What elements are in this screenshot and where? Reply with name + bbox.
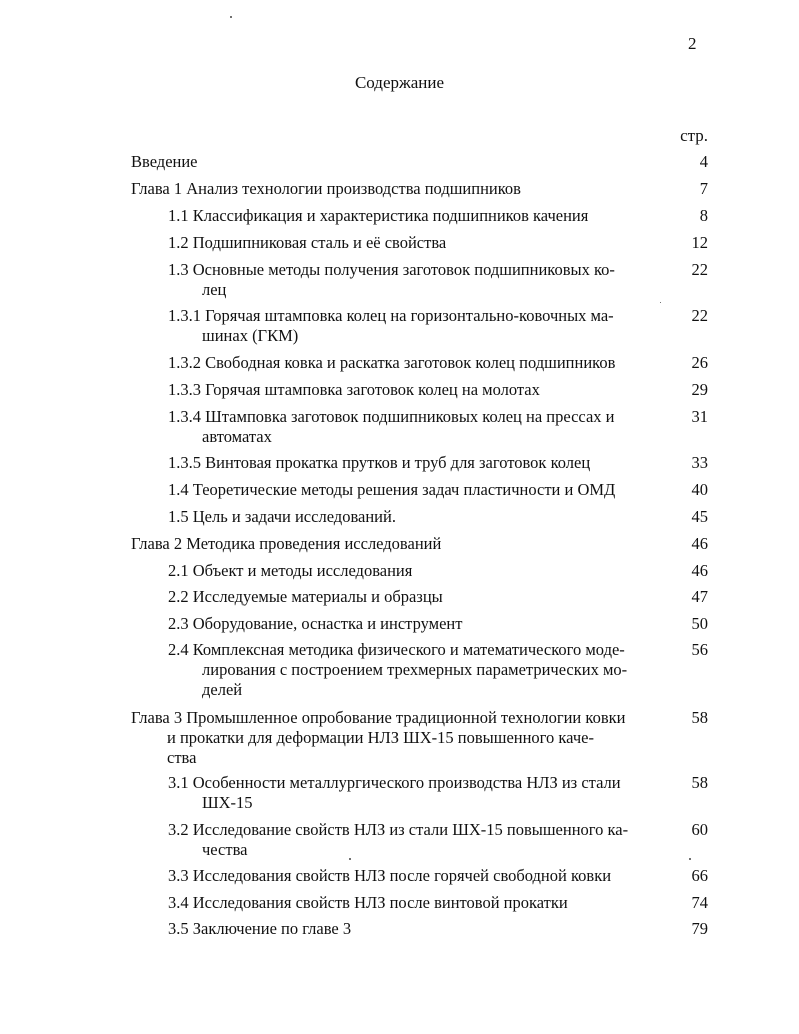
- toc-entry-title: 3.3 Исследования свойств НЛЗ после горячей свободной ковки: [168, 866, 612, 885]
- toc-entry-line: 1.3.1 Горячая штамповка колец на горизонтально-ковочных ма-: [168, 306, 614, 325]
- toc-entry-page: 56: [691, 640, 708, 659]
- scan-speck: [230, 16, 232, 18]
- toc-entry-line: шинах (ГКМ): [202, 326, 299, 345]
- toc-entry-page: 58: [691, 773, 708, 792]
- toc-entry-line: Глава 3 Промышленное опробование традиционной технологии ковки: [131, 708, 626, 727]
- toc-entry: [168, 587, 666, 607]
- scan-speck: [349, 858, 351, 860]
- toc-entry-page: 33: [691, 453, 708, 472]
- toc-entry-title: 3.5 Заключение по главе 3: [168, 919, 352, 938]
- scan-speck: [660, 302, 661, 303]
- toc-entry: [168, 206, 666, 226]
- toc-entry-line: ства: [167, 748, 197, 767]
- toc-entry: [168, 866, 666, 886]
- scan-speck: [689, 858, 691, 860]
- toc-entry-line: 1.3.4 Штамповка заготовок подшипниковых колец на прессах и: [168, 407, 615, 426]
- toc-entry-page: 58: [691, 708, 708, 727]
- toc-entry-title: 1.4 Теоретические методы решения задач пластичности и ОМД: [168, 480, 616, 499]
- toc-entry-title: 1.3.2 Свободная ковка и раскатка заготовок колец подшипников: [168, 353, 616, 372]
- toc-entry-title: [168, 820, 666, 860]
- toc-entry-title: [168, 260, 666, 300]
- toc-entry: [168, 407, 666, 447]
- toc-entry-line: автоматах: [202, 427, 272, 446]
- toc-entry-title: 2.1 Объект и методы исследования: [168, 561, 413, 580]
- toc-entry-line: и прокатки для деформации НЛЗ ШХ-15 повышенного каче-: [167, 728, 594, 747]
- toc-entry: [168, 773, 666, 813]
- toc-entry-line: 1.3 Основные методы получения заготовок подшипниковых ко-: [168, 260, 615, 279]
- toc-entry: [168, 614, 666, 634]
- toc-entry-title: [131, 708, 666, 768]
- toc-entry: [168, 919, 666, 939]
- toc-entry-title: 1.1 Классификация и характеристика подшипников качения: [168, 206, 589, 225]
- toc-entry-page: 50: [691, 614, 708, 633]
- toc-entry: [168, 453, 666, 473]
- toc-entry: [168, 893, 666, 913]
- toc-entry-page: 22: [691, 260, 708, 279]
- toc-entry-title: [168, 306, 666, 346]
- toc-entry-title: 1.3.5 Винтовая прокатка прутков и труб для заготовок колец: [168, 453, 591, 472]
- toc-entry-page: 7: [699, 179, 708, 198]
- toc-entry: [168, 820, 666, 860]
- toc-entry-page: 46: [691, 561, 708, 580]
- toc-entry-title: 1.5 Цель и задачи исследований.: [168, 507, 396, 526]
- toc-entry-title: Глава 1 Анализ технологии производства подшипников: [131, 179, 521, 198]
- toc-entry: [168, 561, 666, 581]
- toc-entry-line: 3.2 Исследование свойств НЛЗ из стали ШХ-15 повышенного ка-: [168, 820, 629, 839]
- toc-entry-page: 60: [691, 820, 708, 839]
- toc-entry: [168, 480, 666, 500]
- toc-entry-title: 2.3 Оборудование, оснастка и инструмент: [168, 614, 463, 633]
- toc-entry-page: 8: [699, 206, 708, 225]
- toc-entry-page: 22: [691, 306, 708, 325]
- toc-entry-title: Глава 2 Методика проведения исследований: [131, 534, 442, 553]
- toc-entry-page: 46: [691, 534, 708, 553]
- toc-entry: [168, 640, 666, 700]
- toc-entry-line: чества: [202, 840, 248, 859]
- toc-entry-title: 3.4 Исследования свойств НЛЗ после винтовой прокатки: [168, 893, 568, 912]
- toc-entry-page: 4: [699, 152, 708, 171]
- toc-entry-page: 31: [691, 407, 708, 426]
- toc-entry-page: 29: [691, 380, 708, 399]
- page-title: Содержание: [354, 73, 445, 92]
- toc-entry-line: лец: [202, 280, 227, 299]
- toc-entry-line: лирования с построением трехмерных параметрических мо-: [202, 660, 628, 679]
- toc-entry-page: 74: [691, 893, 708, 912]
- toc-entry-title: [168, 407, 666, 447]
- toc-entry: [168, 507, 666, 527]
- toc-entry-page: 47: [691, 587, 708, 606]
- toc-entry: [131, 708, 666, 768]
- toc-entry: [168, 380, 666, 400]
- toc-entry-line: ШХ-15: [202, 793, 253, 812]
- toc-entry: [168, 306, 666, 346]
- toc-entry: [131, 152, 666, 172]
- toc-entry-title: 2.2 Исследуемые материалы и образцы: [168, 587, 443, 606]
- toc-entry-page: 12: [691, 233, 708, 252]
- toc-entry: [131, 179, 666, 199]
- toc-entry-title: 1.3.3 Горячая штамповка заготовок колец на молотах: [168, 380, 540, 399]
- toc-entry-title: 1.2 Подшипниковая сталь и её свойства: [168, 233, 447, 252]
- toc-entry: [168, 233, 666, 253]
- toc-entry-title: [168, 773, 666, 813]
- page-column-header: стр.: [680, 126, 708, 145]
- toc-entry-page: 45: [691, 507, 708, 526]
- toc-entry-line: 3.1 Особенности металлургического производства НЛЗ из стали: [168, 773, 621, 792]
- toc-entry-page: 40: [691, 480, 708, 499]
- toc-entry-line: 2.4 Комплексная методика физического и математического моде-: [168, 640, 625, 659]
- toc-entry-page: 26: [691, 353, 708, 372]
- toc-entry-page: 66: [691, 866, 708, 885]
- toc-entry: [168, 353, 666, 373]
- toc-entry-title: [168, 640, 666, 700]
- toc-entry: [131, 534, 666, 554]
- toc-entry-page: 79: [691, 919, 708, 938]
- toc-entry-line: делей: [202, 680, 243, 699]
- toc-entry: [168, 260, 666, 300]
- toc-entry-title: Введение: [131, 152, 198, 171]
- page-number: 2: [688, 34, 697, 53]
